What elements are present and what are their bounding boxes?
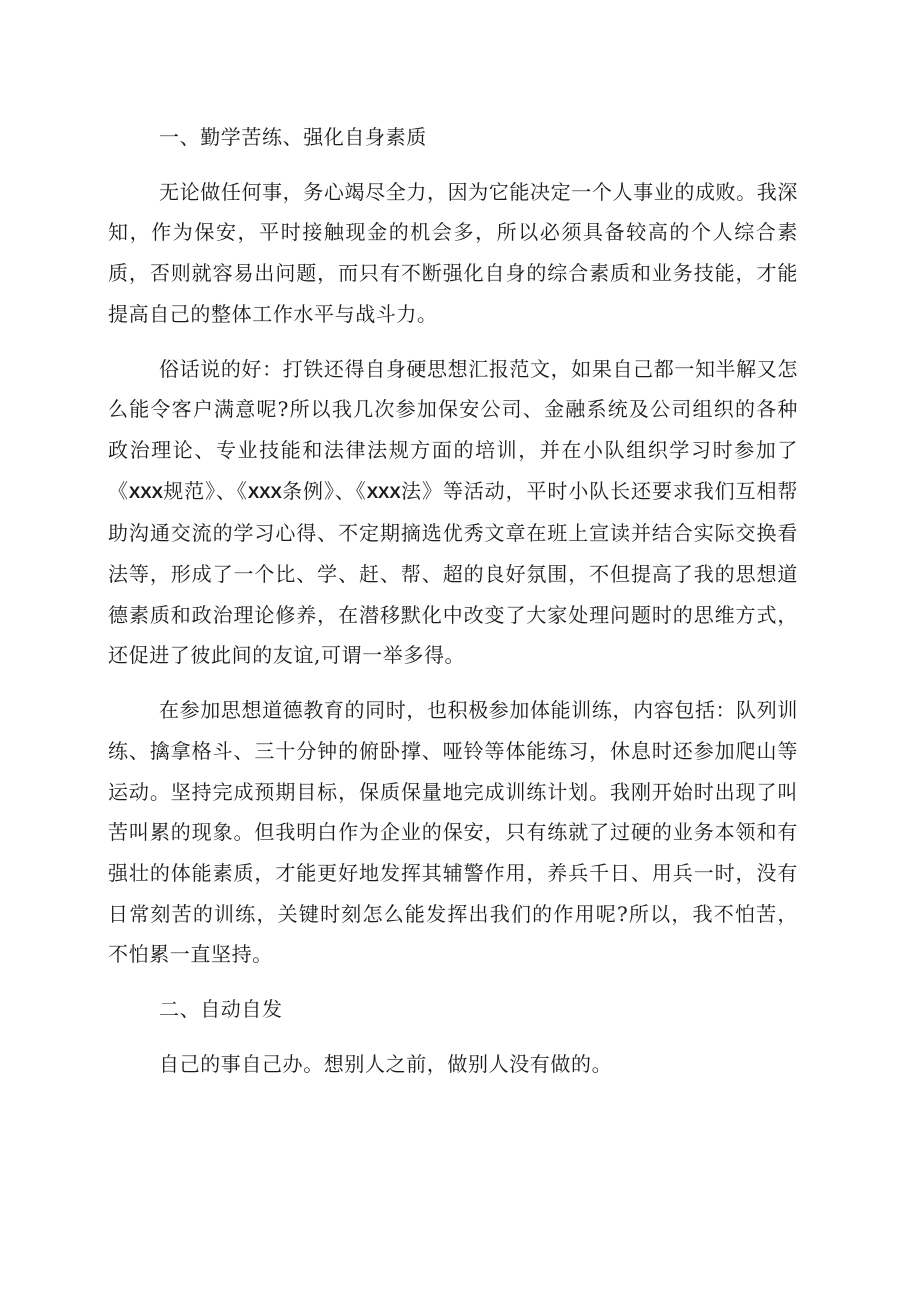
- paragraph-4: 自己的事自己办。想别人之前，做别人没有做的。: [159, 1051, 613, 1076]
- paragraph-2-text-d: 法》等活动，平时小队长还要求我们互相帮助沟通交流的学习心得、不定期摘选优秀文章在班上宣读并结合实际交换看法等，形成了一个比、学、赶、帮、超的良好氛围，不但提高了我的思想道德素质和政治理论修养，在潜移默化中改变了大家处理问题时的思维方式，还促进了彼此间的友谊,可谓一举多得。: [108, 478, 799, 668]
- paragraph-3: 在参加思想道德教育的同时，也积极参加体能训练，内容包括：队列训练、擒拿格斗、三十分钟的俯卧撑、哑铃等体能练习，休息时还参加爬山等运动。坚持完成预期目标，保质保量地完成训练计划。我刚开始时出现了叫苦叫累的现象。但我明白作为企业的保安，只有练就了过硬的业务本领和有强壮的体能素质，才能更好地发挥其辅警作用，养兵千日、用兵一时，没有日常刻苦的训练，关键时刻怎么能发挥出我们的作用呢?所以，我不怕苦，不怕累一直坚持。: [108, 698, 798, 967]
- placeholder-xxx-3: XXX: [366, 482, 401, 502]
- paragraph-2-text-a: 俗话说的好：打铁还得自身硬思想汇报范文，如果自己都一知半解又怎么能令客户满意呢?所以我几次参加保安公司、金融系统及公司组织的各种政治理论、专业技能和法律法规方面的培训，并在小队组织学习时参加了《: [108, 356, 798, 503]
- paragraph-1: 无论做任何事，务心竭尽全力，因为它能决定一个人事业的成败。我深知，作为保安，平时接触现金的机会多，所以必须具备较高的个人综合素质，否则就容易出问题，而只有不断强化自身的综合素质和业务技能，才能提高自己的整体工作水平与战斗力。: [108, 179, 798, 326]
- paragraph-2-text-c: 条例》、《: [281, 478, 367, 503]
- placeholder-xxx-1: XXX: [128, 482, 163, 502]
- section-heading-2: 二、自动自发: [159, 997, 283, 1022]
- paragraph-2: [108, 349, 798, 677]
- paragraph-2-text-b: 规范》、《: [162, 478, 248, 503]
- document-body: [108, 117, 798, 1084]
- placeholder-xxx-2: XXX: [247, 482, 282, 502]
- section-heading-1: 一、勤学苦练、强化自身素质: [159, 125, 427, 149]
